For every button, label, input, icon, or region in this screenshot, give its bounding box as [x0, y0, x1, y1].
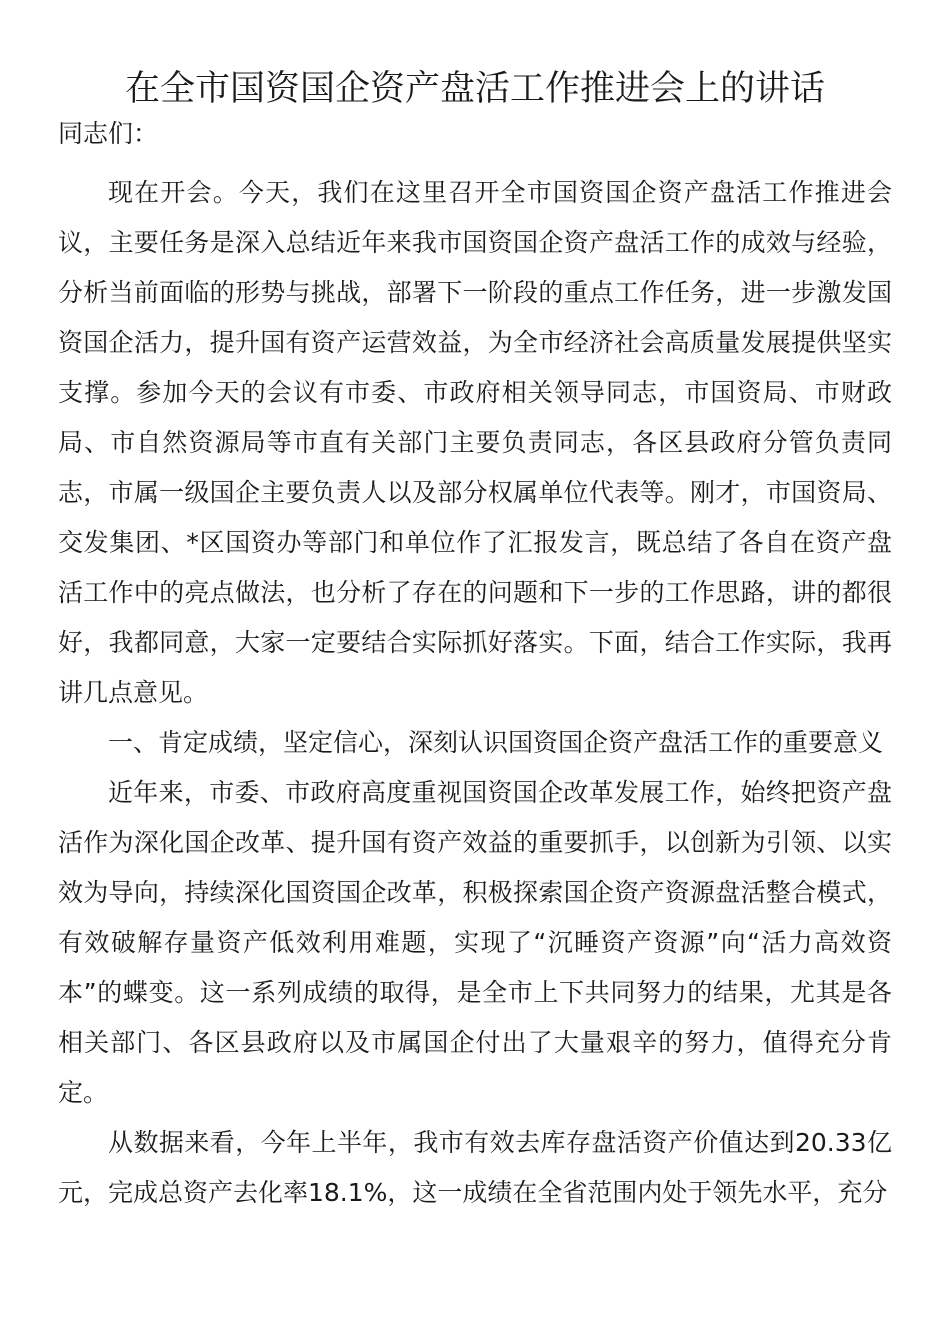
- paragraph-achievements: 近年来，市委、市政府高度重视国资国企改革发展工作，始终把资产盘活作为深化国企改革、提升国有资产效益的重要抓手，以创新为引领、以实效为导向，持续深化国资国企改革，积极探索国企资产资源盘活整合模式，有效破解存量资产低效利用难题，实现了“沉睡资产资源”向“活力高效资本”的蝶变。这一系列成绩的取得，是全市上下共同努力的结果，尤其是各相关部门、各区县政府以及市属国企付出了大量艰辛的努力，值得充分肯定。: [58, 778, 892, 1107]
- paragraph-opening: 现在开会。今天，我们在这里召开全市国资国企资产盘活工作推进会议，主要任务是深入总结近年来我市国资国企资产盘活工作的成效与经验，分析当前面临的形势与挑战，部署下一阶段的重点工作任务，进一步激发国资国企活力，提升国有资产运营效益，为全市经济社会高质量发展提供坚实支撑。参加今天的会议有市委、市政府相关领导同志，市国资局、市财政局、市自然资源局等市直有关部门主要负责同志，各区县政府分管负责同志，市属一级国企主要负责人以及部分权属单位代表等。刚才，市国资局、交发集团、*区国资办等部门和单位作了汇报发言，既总结了各自在资产盘活工作中的亮点做法，也分析了存在的问题和下一步的工作思路，讲的都很好，我都同意，大家一定要结合实际抓好落实。下面，结合工作实际，我再讲几点意见。: [58, 178, 892, 707]
- paragraph-data: 从数据来看，今年上半年，我市有效去库存盘活资产价值达到20.33亿元，完成总资产去化率18.1%，这一成绩在全省范围内处于领先水平，充分: [58, 1128, 892, 1207]
- section-heading-1: 一、肯定成绩，坚定信心，深刻认识国资国企资产盘活工作的重要意义: [108, 728, 884, 757]
- document-title: 在全市国资国企资产盘活工作推进会上的讲话: [124, 69, 825, 109]
- salutation: 同志们：: [58, 119, 159, 148]
- document-page: [58, 62, 892, 1218]
